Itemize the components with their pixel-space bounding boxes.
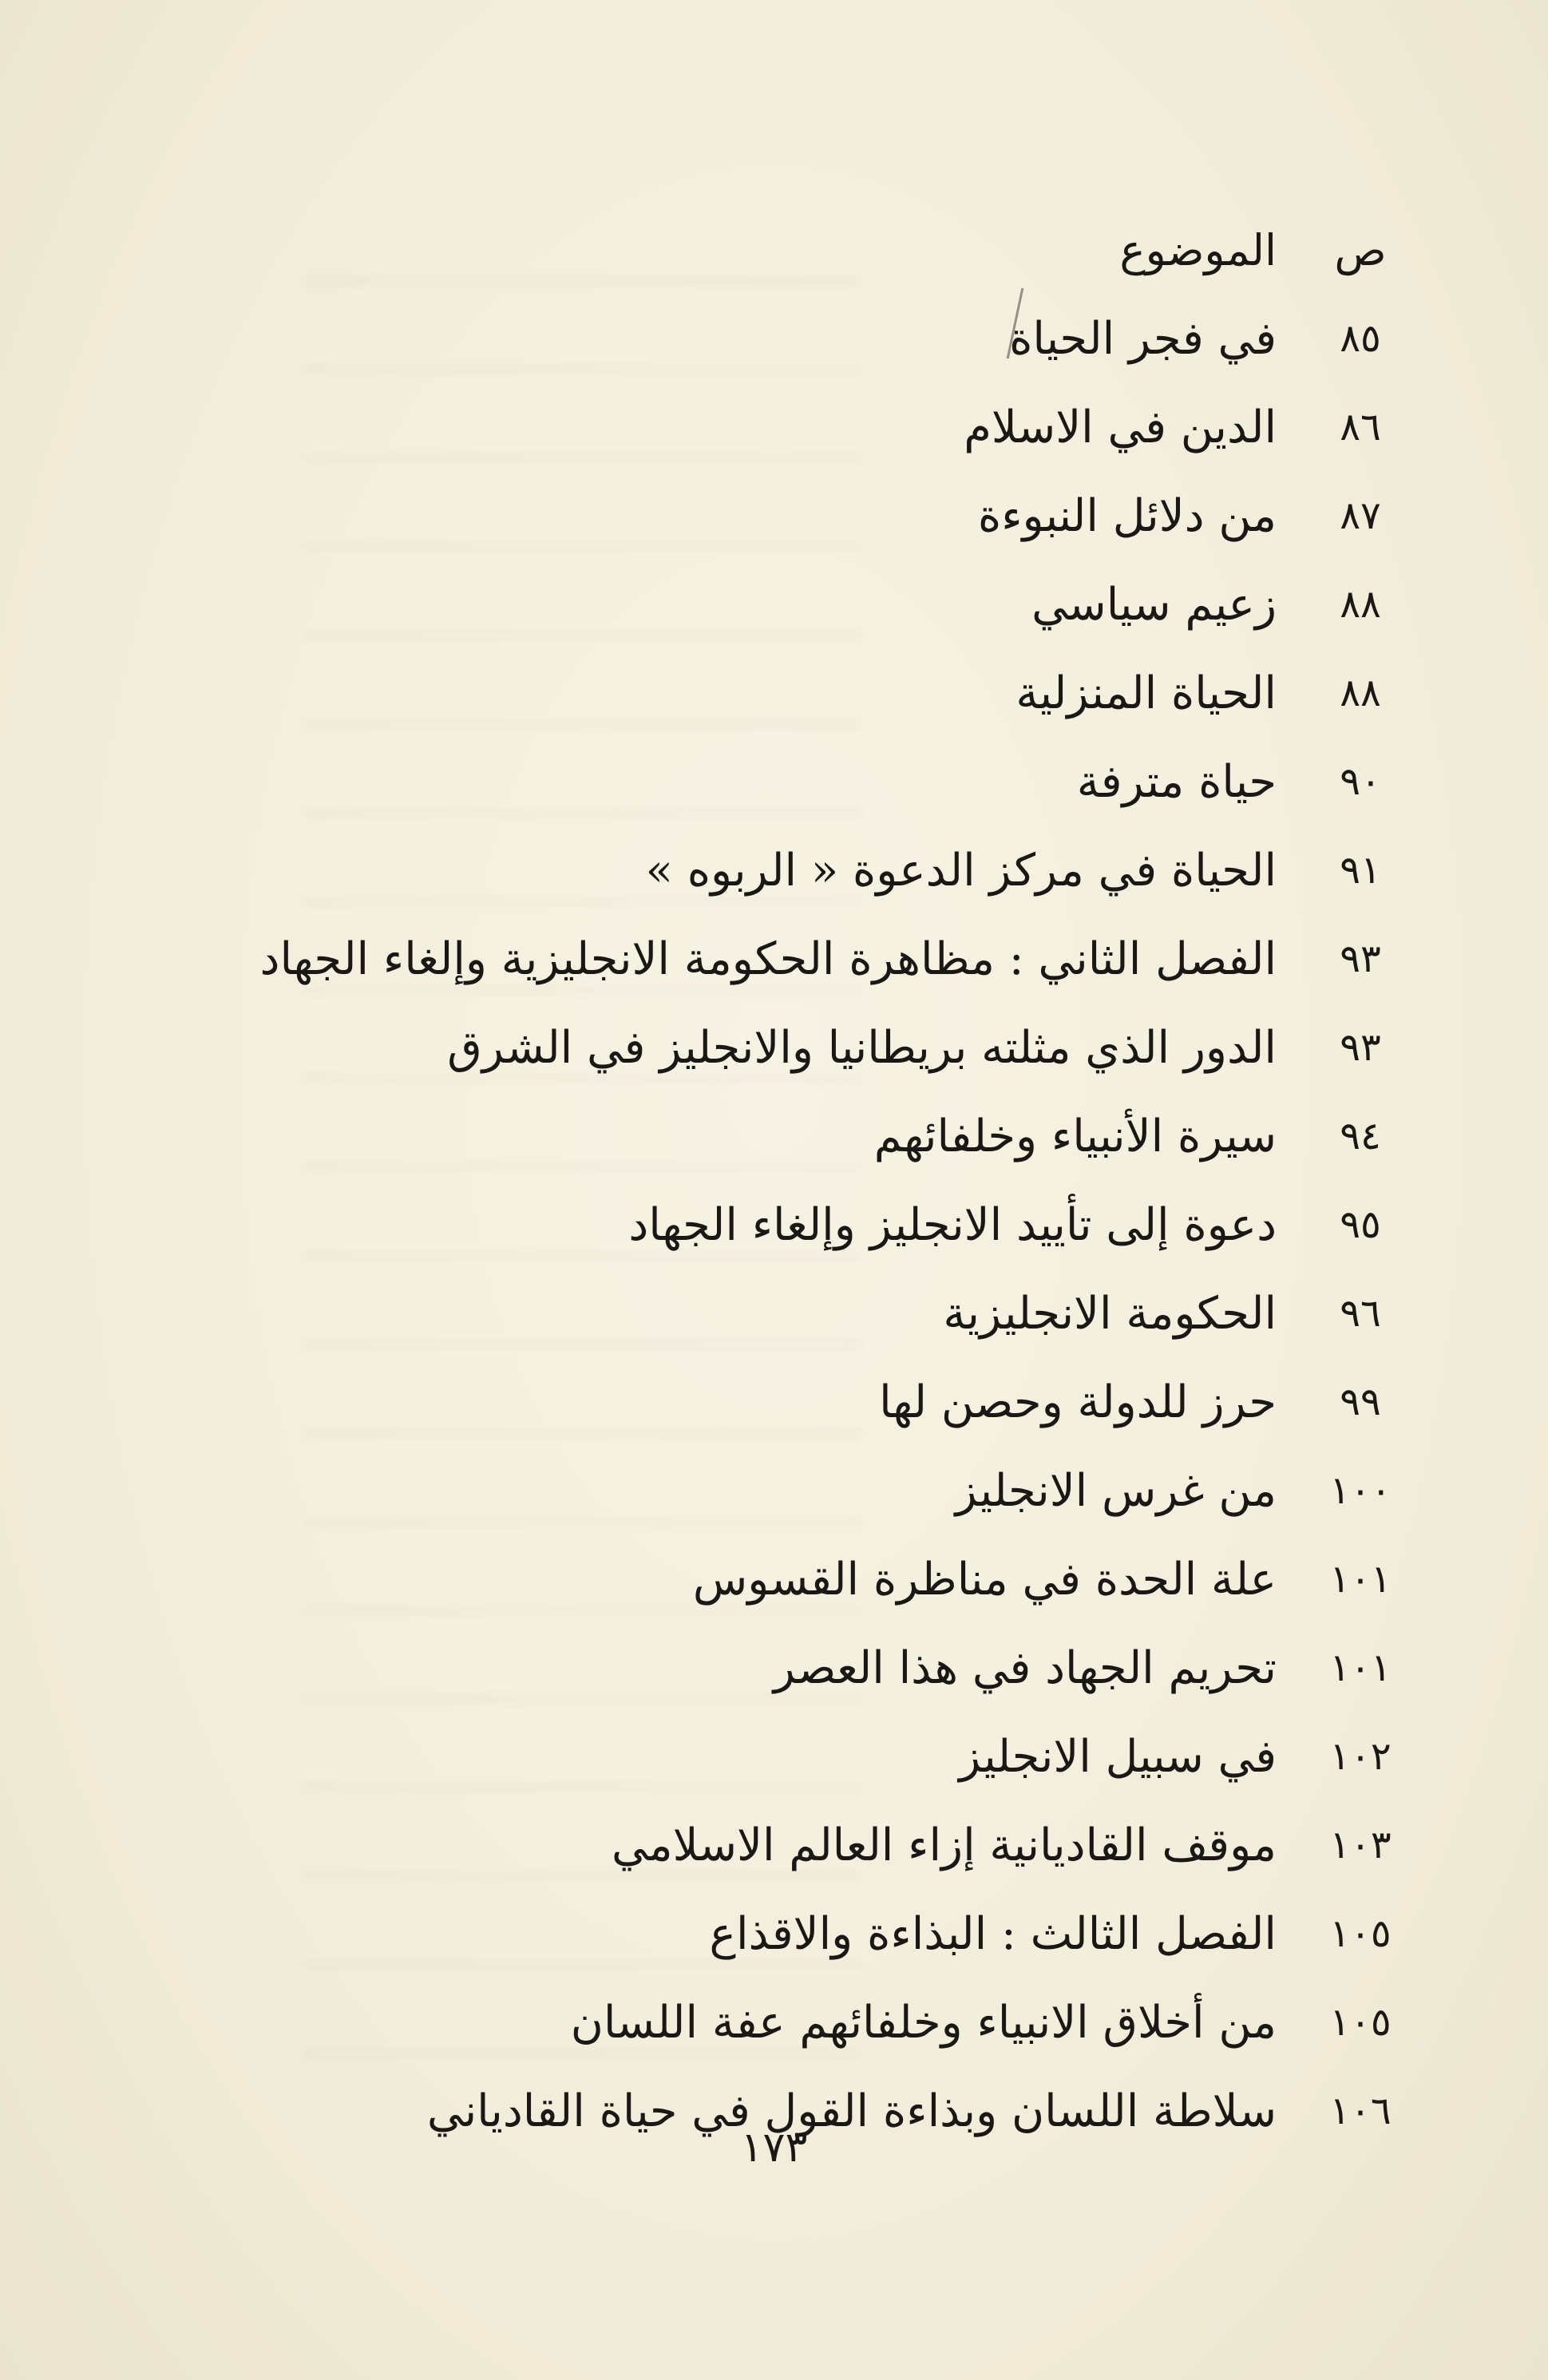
entry-title: من دلائل النبوءة (977, 490, 1277, 542)
entry-page-number: ٩٣ (1340, 1025, 1381, 1070)
entry-title: حياة مترفة (1076, 756, 1277, 808)
toc-entry (0, 826, 1548, 915)
entry-page-number: ١٠١ (1329, 1557, 1392, 1602)
toc-entry (0, 472, 1548, 560)
entry-page-number: ٨٨ (1340, 582, 1381, 627)
entry-page-number: ٩٩ (1340, 1380, 1381, 1424)
entry-title: من غرس الانجليز (955, 1465, 1277, 1517)
entry-page-number: ١٠٦ (1329, 2089, 1392, 2133)
toc-entry (0, 1004, 1548, 1092)
topic-column-header: الموضوع (1119, 225, 1277, 275)
entry-title: سلاطة اللسان وبذاءة القول في حياة القادياني (426, 2085, 1277, 2137)
toc-entry (0, 560, 1548, 649)
toc-entry (0, 649, 1548, 738)
toc-header-row (0, 206, 1548, 295)
entry-title: الدور الذي مثلته بريطانيا والانجليز في الشرق (447, 1022, 1277, 1074)
entry-page-number: ١٠٢ (1329, 1734, 1392, 1779)
entry-page-number: ١٠١ (1329, 1645, 1392, 1690)
entry-page-number: ١٠٠ (1329, 1468, 1392, 1513)
entry-page-number: ٨٦ (1340, 405, 1381, 449)
entry-title: في فجر الحياة (1009, 313, 1277, 365)
entry-title: موقف القاديانية إزاء العالم الاسلامي (612, 1820, 1277, 1871)
toc-entry (0, 1624, 1548, 1713)
entry-page-number: ٩٣ (1340, 937, 1381, 981)
toc-entry (0, 383, 1548, 472)
entry-title: الحياة المنزلية (1016, 667, 1277, 719)
toc-entry (0, 1713, 1548, 1801)
entry-title: الحياة في مركز الدعوة « الربوه » (645, 845, 1277, 897)
page-number: ١٧٣ (740, 2124, 808, 2172)
entry-title: علة الحدة في مناظرة القسوس (692, 1554, 1277, 1606)
toc-entry (0, 1358, 1548, 1447)
toc-entry (0, 1447, 1548, 1535)
entry-title: سيرة الأنبياء وخلفائهم (873, 1111, 1277, 1162)
entry-title: تحريم الجهاد في هذا العصر (773, 1642, 1277, 1694)
entry-title: الفصل الثاني : مظاهرة الحكومة الانجليزية وإلغاء الجهاد (259, 933, 1277, 985)
entry-page-number: ٩٥ (1340, 1202, 1381, 1247)
entry-title: الحكومة الانجليزية (943, 1288, 1277, 1340)
entry-page-number: ٨٥ (1340, 316, 1381, 361)
entry-page-number: ٩٦ (1340, 1291, 1381, 1336)
toc-entry (0, 1092, 1548, 1181)
entry-title: حرز للدولة وحصن لها (879, 1376, 1277, 1428)
toc-entry (0, 1181, 1548, 1269)
entry-page-number: ١٠٥ (1329, 1911, 1392, 1956)
entry-title: زعيم سياسي (1031, 579, 1277, 631)
entry-page-number: ٨٧ (1340, 493, 1381, 538)
toc-entry (0, 915, 1548, 1004)
entry-page-number: ٩٤ (1340, 1114, 1381, 1158)
entry-page-number: ١٠٣ (1329, 1823, 1392, 1867)
toc-entry (0, 1269, 1548, 1358)
entry-title: في سبيل الانجليز (959, 1731, 1277, 1783)
toc-entry (0, 1801, 1548, 1890)
entry-title: الدين في الاسلام (964, 402, 1277, 453)
entry-title: من أخلاق الانبياء وخلفائهم عفة اللسان (570, 1997, 1277, 2049)
toc-entry (0, 1535, 1548, 1624)
toc-entry (0, 295, 1548, 383)
entry-page-number: ٩١ (1340, 848, 1381, 893)
toc-entry (0, 1978, 1548, 2067)
toc-entry (0, 738, 1548, 826)
table-of-contents (0, 206, 1548, 2156)
entry-page-number: ١٠٥ (1329, 2000, 1392, 2045)
page-column-header: ص (1334, 225, 1387, 275)
entry-page-number: ٨٨ (1340, 671, 1381, 715)
entry-title: الفصل الثالث : البذاءة والاقذاع (709, 1908, 1277, 1960)
entry-page-number: ٩٠ (1340, 759, 1381, 804)
toc-entry (0, 1890, 1548, 1978)
entry-title: دعوة إلى تأييد الانجليز وإلغاء الجهاد (628, 1199, 1277, 1251)
